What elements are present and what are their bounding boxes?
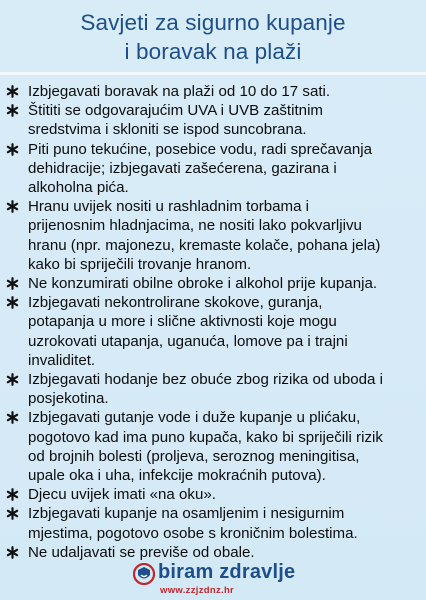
tip-text-line: Štititi se odgovarajućim UVA i UVB zaštitnim	[28, 102, 323, 120]
tip-item	[0, 140, 426, 198]
logo-text: biram zdravlje	[158, 561, 296, 583]
tip-text-line: Izbjegavati nekontrolirane skokove, guranja,	[28, 294, 323, 312]
tip-text-line: upale oka i uha, infekcije mokraćnih putova).	[28, 467, 326, 485]
tip-item	[0, 274, 426, 293]
tips-list	[0, 82, 426, 562]
tip-text-line: kako bi spriječili trovanje hranom.	[28, 255, 252, 273]
asterisk-bullet-icon	[6, 296, 19, 309]
tip-text-line: Piti puno tekućine, posebice vodu, radi sprečavanja	[28, 140, 373, 158]
tip-text-line: od brojnih bolesti (proljeva, seroznog meningitisa,	[28, 447, 360, 465]
tip-item	[0, 504, 426, 542]
title-line-1: Savjeti za sigurno kupanje	[80, 10, 346, 35]
asterisk-bullet-icon	[6, 507, 19, 520]
tip-item	[0, 101, 426, 139]
tip-text-line: alkoholna pića.	[28, 179, 129, 197]
footer	[0, 560, 426, 600]
tip-text-line: prijenosnim hladnjacima, ne nositi lako pokvarljivu	[28, 217, 362, 235]
asterisk-bullet-icon	[6, 277, 19, 290]
tip-text-line: sredstvima i skloniti se ispod suncobrana.	[28, 121, 307, 139]
asterisk-bullet-icon	[6, 488, 19, 501]
tip-item	[0, 197, 426, 274]
asterisk-bullet-icon	[6, 104, 19, 117]
tip-text-line: Izbjegavati gutanje vode i duže kupanje u plićaku,	[28, 409, 361, 427]
title-divider	[0, 72, 426, 75]
tip-text-line: Djecu uvijek imati «na oku».	[28, 486, 216, 504]
tip-text-line: potapanja u more i slične aktivnosti koje mogu	[28, 313, 337, 331]
biram-zdravlje-logo-icon	[133, 563, 155, 585]
page-title	[0, 8, 426, 66]
tip-text-line: Ne konzumirati obilne obroke i alkohol prije kupanja.	[28, 275, 378, 293]
tip-text-line: pogotovo kad ima puno kupača, kako bi spriječili rizik	[28, 428, 383, 446]
asterisk-bullet-icon	[6, 411, 19, 424]
asterisk-bullet-icon	[6, 85, 19, 98]
tip-text-line: posjekotina.	[28, 390, 109, 408]
tip-text-line: Hranu uvijek nositi u rashladnim torbama i	[28, 198, 310, 216]
tip-item	[0, 408, 426, 485]
asterisk-bullet-icon	[6, 200, 19, 213]
tip-text-line: hranu (npr. majonezu, kremaste kolače, pohana jela)	[28, 236, 381, 254]
tip-text-line: Izbjegavati boravak na plaži od 10 do 17 sati.	[28, 83, 331, 100]
asterisk-bullet-icon	[6, 373, 19, 386]
tip-text-line: mjestima, pogotovo osobe s kroničnim bolestima.	[28, 524, 358, 542]
tip-text-line: invaliditet.	[28, 351, 96, 369]
asterisk-bullet-icon	[6, 143, 19, 156]
tip-item	[0, 82, 426, 101]
tip-item	[0, 485, 426, 504]
asterisk-bullet-icon	[6, 546, 19, 559]
tip-text-line: Izbjegavati kupanje na osamljenim i nesigurnim	[28, 505, 345, 523]
title-line-2: i boravak na plaži	[124, 39, 302, 64]
tip-item	[0, 293, 426, 370]
tip-text-line: Ne udaljavati se previše od obale.	[28, 543, 255, 561]
tip-item	[0, 370, 426, 408]
website-url: www.zzjzdnz.hr	[160, 585, 235, 596]
tip-text-line: dehidracije; izbjegavati zašećerena, gazirana i	[28, 159, 337, 177]
tip-text-line: Izbjegavati hodanje bez obuće zbog rizika od uboda i	[28, 371, 383, 389]
tip-text-line: uzrokovati utapanja, uganuća, lomove pa i trajni	[28, 332, 348, 350]
